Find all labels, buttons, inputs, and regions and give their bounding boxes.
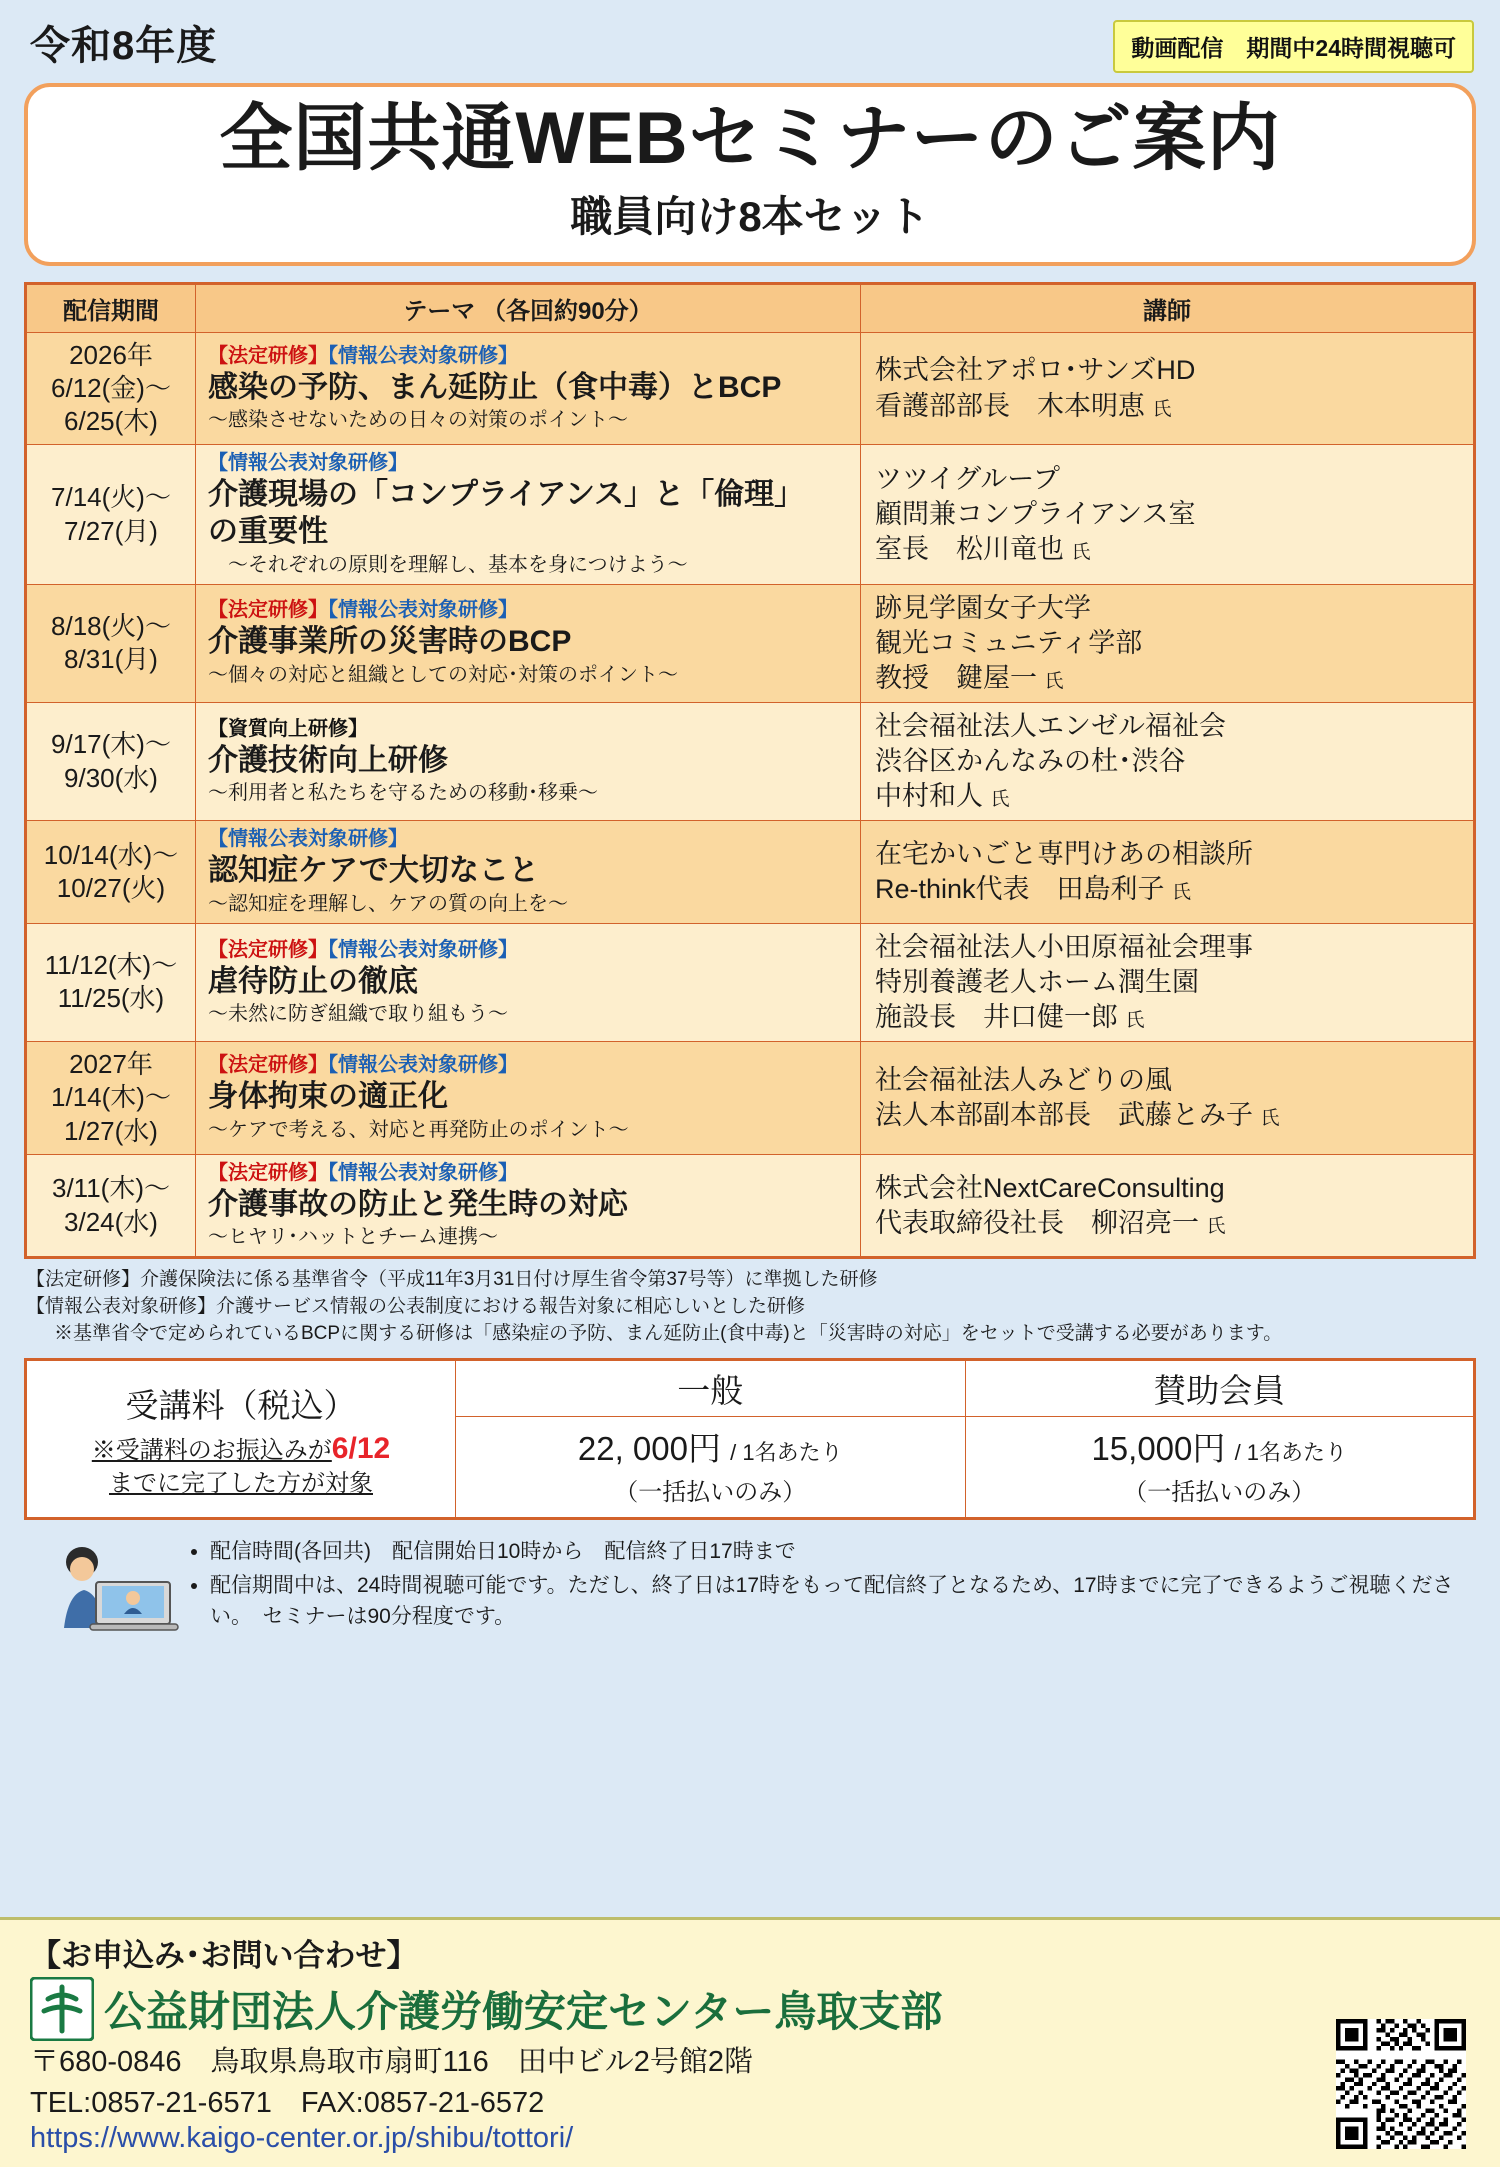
fee-condition-pre: ※受講料のお振込みが: [91, 1436, 332, 1464]
broadcast-bullets: [184, 1532, 1476, 1635]
theme-tags: [208, 1053, 848, 1077]
theme-tag: 【法定研修】: [208, 1161, 328, 1184]
video-streaming-badge: 動画配信 期間中24時間視聴可: [1113, 20, 1474, 73]
theme-tag: 【法定研修】: [208, 599, 328, 622]
cell-lecturer: ツツイグループ 顧問兼コンプライアンス室 室長 松川竜也 氏: [861, 445, 1475, 584]
theme-title: 介護事業所の災害時のBCP: [208, 625, 572, 659]
theme-tags: [208, 938, 848, 962]
organization-logo-icon: [30, 1977, 94, 2041]
theme-subtitle: 〜ケアで考える、対応と再発防止のポイント〜: [208, 1118, 629, 1141]
contact-footer: [0, 1917, 1500, 2167]
theme-tag: 【情報公表対象研修】: [208, 828, 408, 851]
cell-lecturer: 在宅かいごと専門けあの相談所 Re-think代表 田島利子 氏: [861, 821, 1475, 924]
theme-tag: 【法定研修】: [208, 938, 328, 961]
fee-condition-post: までに完了した方が対象: [109, 1469, 373, 1497]
cell-period: 2026年 6/12(金)〜 6/25(木): [26, 332, 196, 445]
table-header-row: [26, 283, 1475, 332]
schedule-table: [24, 282, 1476, 1260]
fee-condition-date: 6/12: [331, 1431, 391, 1465]
table-row: [26, 584, 1475, 702]
fee-amount-general-value: 22, 000円: [577, 1430, 721, 1468]
theme-title: 虐待防止の徹底: [208, 964, 418, 998]
fee-amount-general-unit: / 1名あたり: [730, 1440, 843, 1466]
theme-tags: [208, 344, 848, 368]
qr-code-icon[interactable]: [1336, 2019, 1466, 2149]
note-legal: 【法定研修】介護保険法に係る基準省令（平成11年3月31日付け厚生省令第37号等）に準拠した研修: [26, 1269, 878, 1291]
table-row: [26, 445, 1475, 584]
theme-subtitle: 〜それぞれの原則を理解し、基本を身につけよう〜: [208, 553, 688, 576]
cell-theme: [196, 332, 861, 445]
cell-period: 11/12(木)〜 11/25(水): [26, 923, 196, 1041]
fee-label-title: 受講料（税込）: [125, 1386, 357, 1424]
cell-period: 7/14(火)〜 7/27(月): [26, 445, 196, 584]
page-title: 全国共通WEBセミナーのご案内: [219, 98, 1281, 179]
theme-tag: 【法定研修】: [208, 344, 328, 367]
theme-subtitle: 〜感染させないための日々の対策のポイント〜: [208, 409, 628, 432]
note-bcp: ※基準省令で定められているBCPに関する研修は「感染症の予防、まん延防止(食中毒)と「災害時の対応」をセットで受講する必要があります。: [54, 1323, 1283, 1345]
theme-tags: [208, 827, 848, 851]
cell-period: 9/17(木)〜 9/30(水): [26, 702, 196, 820]
note-disclosure: 【情報公表対象研修】介護サービス情報の公表制度における報告対象に相応しいとした研修: [26, 1296, 806, 1318]
table-row: [26, 821, 1475, 924]
cell-theme: [196, 702, 861, 820]
header-row: [0, 0, 1500, 73]
cell-period: 2027年 1/14(木)〜 1/27(水): [26, 1042, 196, 1155]
theme-title: 感染の予防、まん延防止（食中毒）とBCP: [208, 370, 782, 404]
fee-amount-member: [965, 1417, 1475, 1519]
cell-theme: [196, 584, 861, 702]
theme-subtitle: 〜未然に防ぎ組織で取り組もう〜: [208, 1003, 508, 1026]
fee-column-general: 一般: [456, 1360, 966, 1417]
table-row: [26, 1042, 1475, 1155]
cell-period: 10/14(水)〜 10/27(火): [26, 821, 196, 924]
theme-tag: 【情報公表対象研修】: [328, 344, 518, 367]
theme-subtitle: 〜個々の対応と組織としての対応･対策のポイント〜: [208, 664, 678, 687]
column-header-period: 配信期間: [26, 283, 196, 332]
cell-theme: [196, 1042, 861, 1155]
schedule-table-wrapper: [24, 282, 1476, 1260]
fee-table-wrapper: [24, 1358, 1476, 1520]
table-row: [26, 923, 1475, 1041]
theme-title: 認知症ケアで大切なこと: [208, 854, 539, 888]
cell-period: 8/18(火)〜 8/31(月): [26, 584, 196, 702]
cell-lecturer: 跡見学園女子大学 観光コミュニティ学部 教授 鍵屋一 氏: [861, 584, 1475, 702]
notes-block: [26, 1267, 1474, 1348]
organization-row: [30, 1977, 1476, 2041]
era-year: 令和8年度: [30, 24, 218, 68]
theme-tag: 【情報公表対象研修】: [208, 452, 408, 475]
theme-tag: 【資質向上研修】: [208, 717, 368, 740]
fee-amount-general-note: （一括払いのみ）: [614, 1479, 807, 1507]
person-laptop-illustration: [24, 1532, 184, 1641]
fee-amount-member-value: 15,000円: [1091, 1430, 1226, 1468]
contact-address: 〒680-0846 鳥取県鳥取市扇町116 田中ビル2号館2階: [30, 2046, 754, 2079]
fee-amount-member-unit: / 1名あたり: [1234, 1440, 1348, 1466]
fee-label-condition: [31, 1429, 451, 1499]
fee-label-cell: [26, 1360, 456, 1519]
cell-lecturer: 社会福祉法人小田原福祉会理事 特別養護老人ホーム潤生園 施設長 井口健一郎 氏: [861, 923, 1475, 1041]
contact-url[interactable]: https://www.kaigo-center.or.jp/shibu/tottori/: [30, 2122, 574, 2154]
column-header-lecturer: 講師: [861, 283, 1475, 332]
theme-subtitle: 〜ヒヤリ･ハットとチーム連携〜: [208, 1226, 498, 1249]
theme-tags: [208, 717, 848, 741]
cell-theme: [196, 1154, 861, 1258]
list-item: • 配信時間(各回共) 配信開始日10時から 配信終了日17時まで: [210, 1536, 1476, 1568]
theme-tag: 【法定研修】: [208, 1054, 328, 1077]
theme-tags: [208, 598, 848, 622]
fee-column-member: 賛助会員: [965, 1360, 1475, 1417]
theme-title: 介護事故の防止と発生時の対応: [208, 1187, 628, 1221]
theme-subtitle: 〜認知症を理解し、ケアの質の向上を〜: [208, 892, 568, 915]
table-row: [26, 702, 1475, 820]
theme-tag: 【情報公表対象研修】: [328, 1054, 518, 1077]
theme-title: 身体拘束の適正化: [208, 1080, 448, 1114]
theme-tag: 【情報公表対象研修】: [328, 1161, 518, 1184]
cell-lecturer: 社会福祉法人みどりの風 法人本部副本部長 武藤とみ子 氏: [861, 1042, 1475, 1155]
cell-lecturer: 株式会社アポロ･サンズHD 看護部部長 木本明恵 氏: [861, 332, 1475, 445]
fee-amount-member-note: （一括払いのみ）: [1123, 1479, 1316, 1507]
broadcast-info-block: [24, 1532, 1476, 1641]
contact-telfax: TEL:0857-21-6571 FAX:0857-21-6572: [30, 2086, 545, 2119]
theme-title: 介護技術向上研修: [208, 743, 448, 777]
title-box: [24, 83, 1476, 266]
cell-theme: [196, 923, 861, 1041]
cell-lecturer: 株式会社NextCareConsulting 代表取締役社長 柳沼亮一 氏: [861, 1154, 1475, 1258]
organization-name: 公益財団法人介護労働安定センター鳥取支部: [104, 1988, 943, 2036]
fee-amount-general: [456, 1417, 966, 1519]
cell-lecturer: 社会福祉法人エンゼル福祉会 渋谷区かんなみの杜･渋谷 中村和人 氏: [861, 702, 1475, 820]
theme-tags: [208, 1161, 848, 1185]
list-item: • 配信期間中は、24時間視聴可能です。ただし、終了日は17時をもって配信終了となるため、17時までに完了できるようご視聴ください。 セミナーは90分程度です。: [210, 1570, 1476, 1633]
theme-tag: 【情報公表対象研修】: [328, 599, 518, 622]
table-row: [26, 1154, 1475, 1258]
theme-tags: [208, 451, 848, 475]
theme-tag: 【情報公表対象研修】: [328, 938, 518, 961]
column-header-theme: テーマ （各回約90分）: [196, 283, 861, 332]
cell-theme: [196, 445, 861, 584]
page-subtitle: 職員向け8本セット: [570, 192, 930, 240]
contact-heading: 【お申込み･お問い合わせ】: [30, 1938, 418, 1974]
theme-subtitle: 〜利用者と私たちを守るための移動･移乗〜: [208, 782, 598, 805]
table-row: [26, 332, 1475, 445]
cell-period: 3/11(木)〜 3/24(水): [26, 1154, 196, 1258]
fee-table: [24, 1358, 1476, 1520]
theme-title: 介護現場の「コンプライアンス」と「倫理」 の重要性: [208, 478, 805, 549]
cell-theme: [196, 821, 861, 924]
